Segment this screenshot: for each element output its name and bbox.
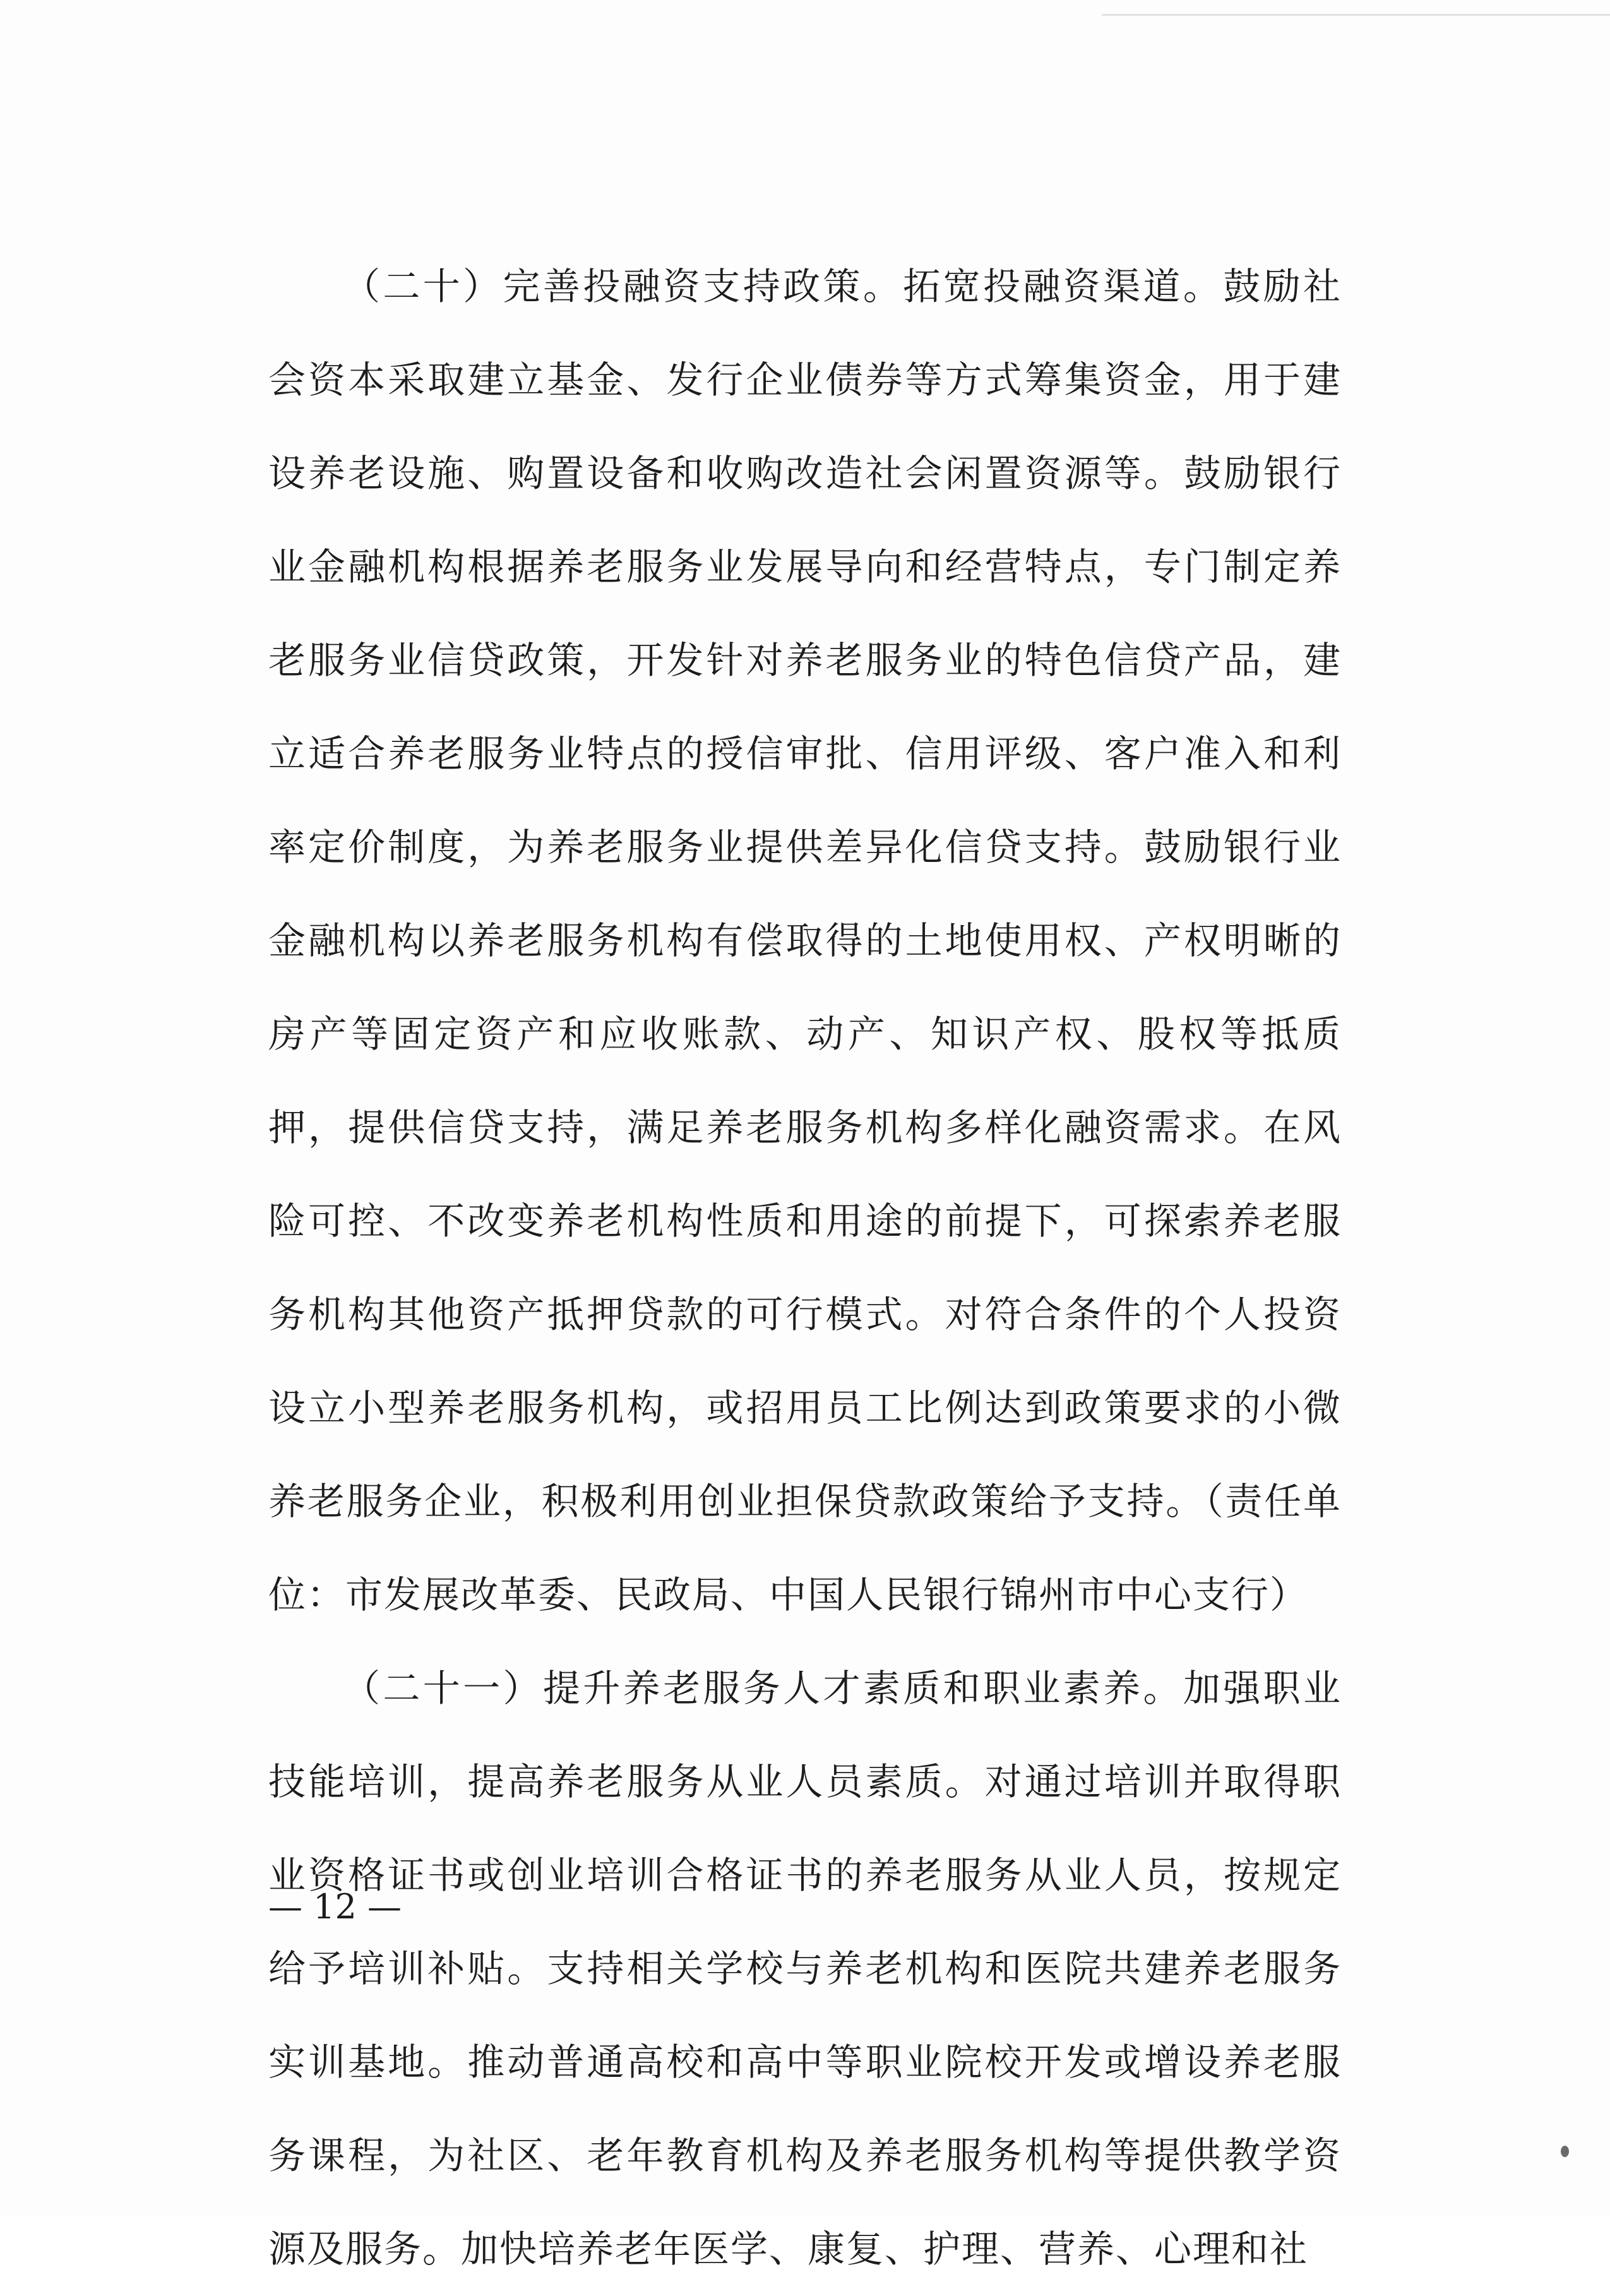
scan-speck [1561, 2146, 1569, 2157]
body-text [268, 240, 1342, 2296]
page-number: — 12 — [268, 1887, 402, 1927]
paragraph-21: （二十一）提升养老服务人才素质和职业素养。加强职业技能培训，提高养老服务从业人员素质。对通过培训并取得职业资格证书或创业培训合格证书的养老服务从业人员，按规定给予培训补贴。支持相关学校与养老机构和医院共建养老服务实训基地。推动普通高校和高中等职业院校开发或增设养老服务课程，为社区、老年教育机构及养老服务机构等提供教学资源及服务。加快培养老年医学、康复、护理、营养、心理和社 [268, 1666, 1342, 2271]
top-edge-line [1102, 14, 1610, 16]
paragraph-20: （二十）完善投融资支持政策。拓宽投融资渠道。鼓励社会资本采取建立基金、发行企业债券等方式筹集资金，用于建设养老设施、购置设备和收购改造社会闲置资源等。鼓励银行业金融机构根据养老服务业发展导向和经营特点，专门制定养老服务业信贷政策，开发针对养老服务业的特色信贷产品，建立适合养老服务业特点的授信审批、信用评级、客户准入和利率定价制度，为养老服务业提供差异化信贷支持。鼓励银行业金融机构以养老服务机构有偿取得的土地使用权、产权明晰的房产等固定资产和应收账款、动产、知识产权、股权等抵质押，提供信贷支持，满足养老服务机构多样化融资需求。在风险可控、不改变养老机构性质和用途的前提下，可探索养老服务机构其他资产抵押贷款的可行模式。对符合条件的个人投资设立小型养老服务机构，或招用员工比例达到政策要求的小微养老服务企业，积极利用创业担保贷款政策给予支持。（责任单位：市发展改革委、民政局、中国人民银行锦州市中心支行） [268, 265, 1342, 1617]
